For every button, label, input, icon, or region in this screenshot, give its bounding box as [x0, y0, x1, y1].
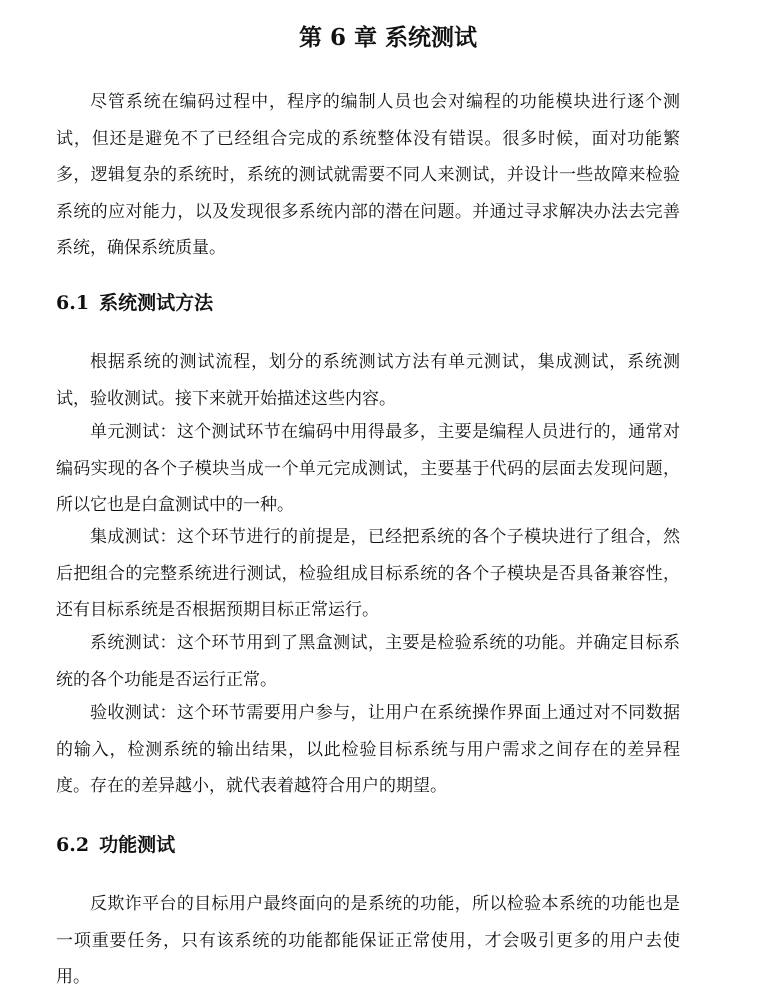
paragraph-system-test: 系统测试：这个环节用到了黑盒测试，主要是检验系统的功能。并确定目标系统的各个功能是否运行正常。 [56, 633, 680, 690]
section-title: 功能测试 [99, 834, 176, 856]
paragraph-test-methods: 根据系统的测试流程，划分的系统测试方法有单元测试，集成测试，系统测试，验收测试。接下来就开始描述这些内容。 [56, 352, 680, 409]
paragraph-unit-test: 单元测试：这个测试环节在编码中用得最多，主要是编程人员进行的，通常对编码实现的各个子模块当成一个单元完成测试，主要基于代码的层面去发现问题，所以它也是白盒测试中的一种。 [56, 422, 680, 515]
intro-paragraph: 尽管系统在编码过程中，程序的编制人员也会对编程的功能模块进行逐个测试，但还是避免不了已经组合完成的系统整体没有错误。很多时候，面对功能繁多，逻辑复杂的系统时，系统的测试就需要不同人来测试，并设计一些故障来检验系统的应对能力，以及发现很多系统内部的潜在问题。并通过寻求解决办法去完善系统，确保系统质量。 [56, 92, 680, 258]
paragraph-acceptance-test: 验收测试：这个环节需要用户参与，让用户在系统操作界面上通过对不同数据的输入，检测系统的输出结果，以此检验目标系统与用户需求之间存在的差异程度。存在的差异越小，就代表着越符合用户的期望。 [56, 703, 680, 796]
paragraph-function-test: 反欺诈平台的目标用户最终面向的是系统的功能，所以检验本系统的功能也是一项重要任务，只有该系统的功能都能保证正常使用，才会吸引更多的用户去使用。 [56, 894, 680, 987]
paragraph-integration-test: 集成测试：这个环节进行的前提是，已经把系统的各个子模块进行了组合，然后把组合的完整系统进行测试，检验组成目标系统的各个子模块是否具备兼容性，还有目标系统是否根据预期目标正常运行。 [56, 527, 680, 620]
section-title: 系统测试方法 [99, 292, 214, 314]
section-number: 6.2 [56, 834, 90, 856]
section-heading-6-1 [56, 288, 213, 318]
section-heading-6-2 [56, 830, 175, 860]
chapter-title: 第 6 章 系统测试 [298, 24, 478, 51]
section-number: 6.1 [56, 292, 90, 314]
